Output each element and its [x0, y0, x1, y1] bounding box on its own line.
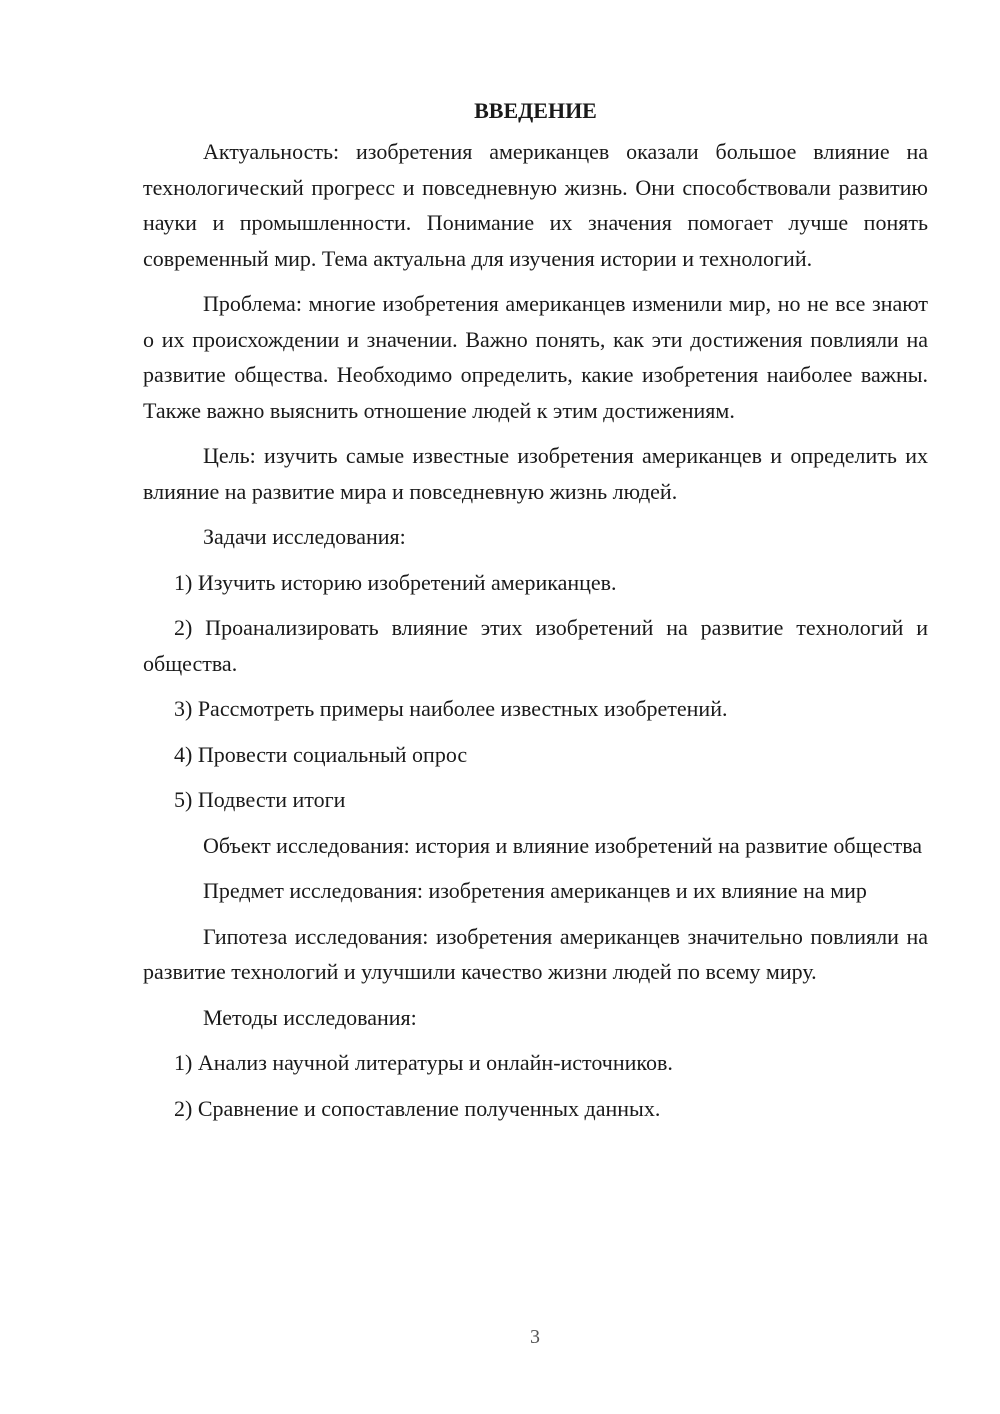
page-number: 3 [530, 1326, 540, 1348]
relevance-paragraph: Актуальность: изобретения американцев оказали большое влияние на технологический прогресс и повседневную жизнь. Они способствовали развитию науки и промышленности. Понимание их значения помогает лучше понять современный мир. Тема актуальна для изучения истории и технологий. [143, 139, 928, 271]
task-item: 5) Подвести итоги [174, 787, 346, 812]
method-item: 1) Анализ научной литературы и онлайн-источников. [174, 1050, 673, 1075]
section-title: ВВЕДЕНИЕ [474, 98, 597, 123]
problem-paragraph: Проблема: многие изобретения американцев изменили мир, но не все знают о их происхождении и значении. Важно понять, как эти достижения повлияли на развитие общества. Необходимо определить, какие изобретения наиболее важны. Также важно выяснить отношение людей к этим достижениям. [143, 291, 928, 423]
tasks-heading: Задачи исследования: [203, 524, 406, 549]
goal-paragraph: Цель: изучить самые известные изобретения американцев и определить их влияние на развитие мира и повседневную жизнь людей. [143, 443, 928, 504]
task-item: 1) Изучить историю изобретений американцев. [174, 569, 617, 595]
hypothesis-paragraph: Гипотеза исследования: изобретения американцев значительно повлияли на развитие технологий и улучшили качество жизни людей по всему миру. [143, 923, 928, 984]
object-paragraph: Объект исследования: история и влияние изобретений на развитие общества [203, 832, 923, 858]
method-item: 2) Сравнение и сопоставление полученных данных. [174, 1095, 661, 1121]
methods-heading: Методы исследования: [203, 1004, 417, 1030]
subject-paragraph: Предмет исследования: изобретения американцев и их влияние на мир [203, 878, 867, 903]
task-item: 3) Рассмотреть примеры наиболее известных изобретений. [174, 696, 728, 721]
task-item: 4) Провести социальный опрос [174, 741, 468, 767]
task-item: 2) Проанализировать влияние этих изобретений на развитие технологий и общества. [143, 615, 928, 676]
document-page [143, 94, 928, 1126]
